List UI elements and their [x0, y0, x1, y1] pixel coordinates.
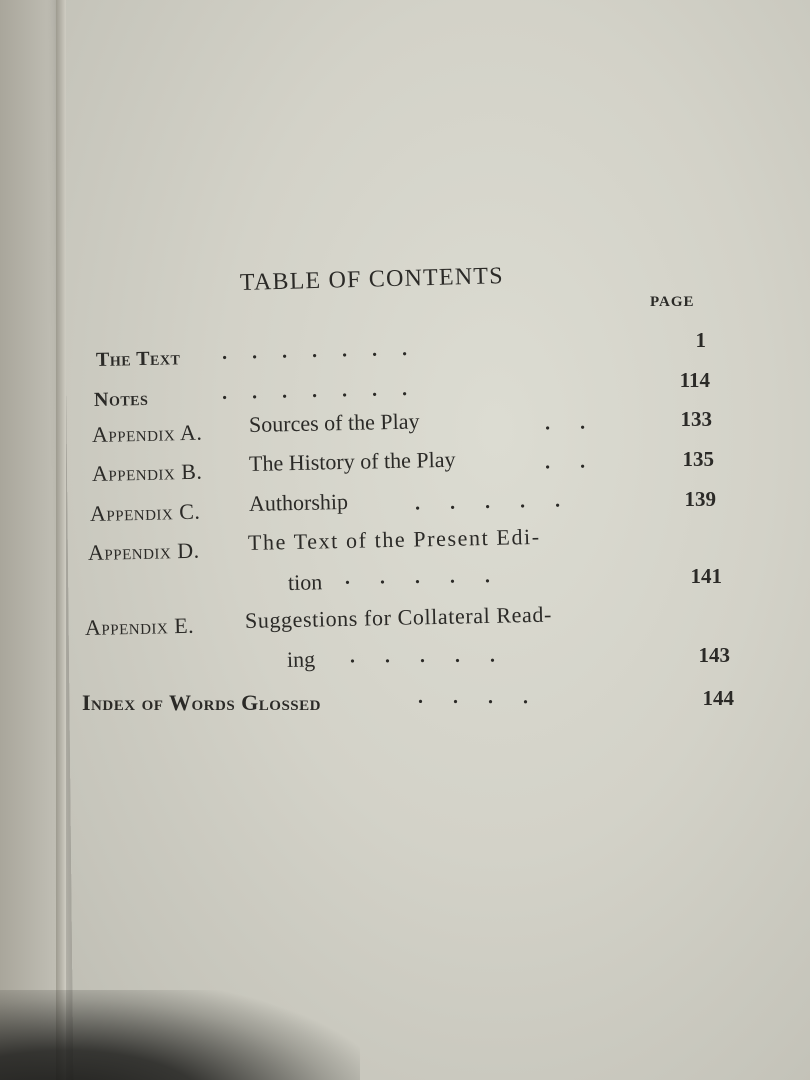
toc-entry — [94, 385, 149, 412]
toc-entry — [88, 538, 200, 566]
toc-entry-label: Appendix E. — [84, 612, 195, 640]
leader-dots: . . . . . — [414, 489, 561, 515]
toc-entry-title: Sources of the Play — [248, 408, 420, 437]
toc-entry-title: Authorship — [248, 488, 349, 516]
toc-entry — [90, 499, 201, 527]
toc-entry-page: 114 — [679, 368, 710, 392]
leader-dots: . . . . . — [349, 644, 496, 668]
toc-entry-label: Notes — [93, 387, 149, 411]
page-title: TABLE OF CONTENTS — [239, 263, 505, 296]
toc-entry — [82, 690, 321, 716]
toc-entry-label: Appendix C. — [89, 498, 201, 526]
toc-entry-page: 1 — [695, 328, 706, 352]
toc-entry-title: Suggestions for Collateral Read- — [244, 601, 553, 633]
toc-entry-title: The Text of the Present Edi- — [247, 523, 541, 555]
leader-dots: . . . . — [417, 685, 529, 709]
toc-entry-label: The Text — [95, 347, 181, 371]
leader-dots: . . — [544, 411, 586, 435]
toc-entry-continuation: tion — [287, 569, 323, 595]
toc-entry-label: Index of Words Glossed — [82, 690, 321, 715]
toc-entry-label: Appendix B. — [91, 458, 203, 486]
toc-entry — [92, 420, 203, 448]
toc-entry — [92, 459, 203, 487]
toc-entry-page: 141 — [690, 564, 722, 588]
toc-entry-page: 143 — [698, 643, 730, 667]
toc-entry-continuation: ing — [286, 646, 316, 672]
toc-entry-page: 135 — [682, 447, 714, 471]
toc-entry — [96, 344, 181, 372]
leader-dots: . . . . . . . — [221, 378, 408, 404]
leader-dots: . . . . . . . — [221, 338, 408, 364]
hand-shadow — [0, 990, 360, 1080]
toc-entry-page: 144 — [702, 686, 734, 710]
leader-dots: . . — [544, 450, 586, 474]
toc-entry-page: 133 — [680, 407, 712, 431]
toc-entry-title: The History of the Play — [248, 446, 456, 476]
leader-dots: . . . . . — [344, 565, 491, 589]
toc-entry — [85, 613, 195, 641]
page-column-heading: PAGE — [650, 294, 695, 310]
toc-entry-label: Appendix A. — [91, 419, 203, 447]
toc-entry-page: 139 — [684, 487, 716, 511]
toc-entry-label: Appendix D. — [87, 537, 200, 565]
